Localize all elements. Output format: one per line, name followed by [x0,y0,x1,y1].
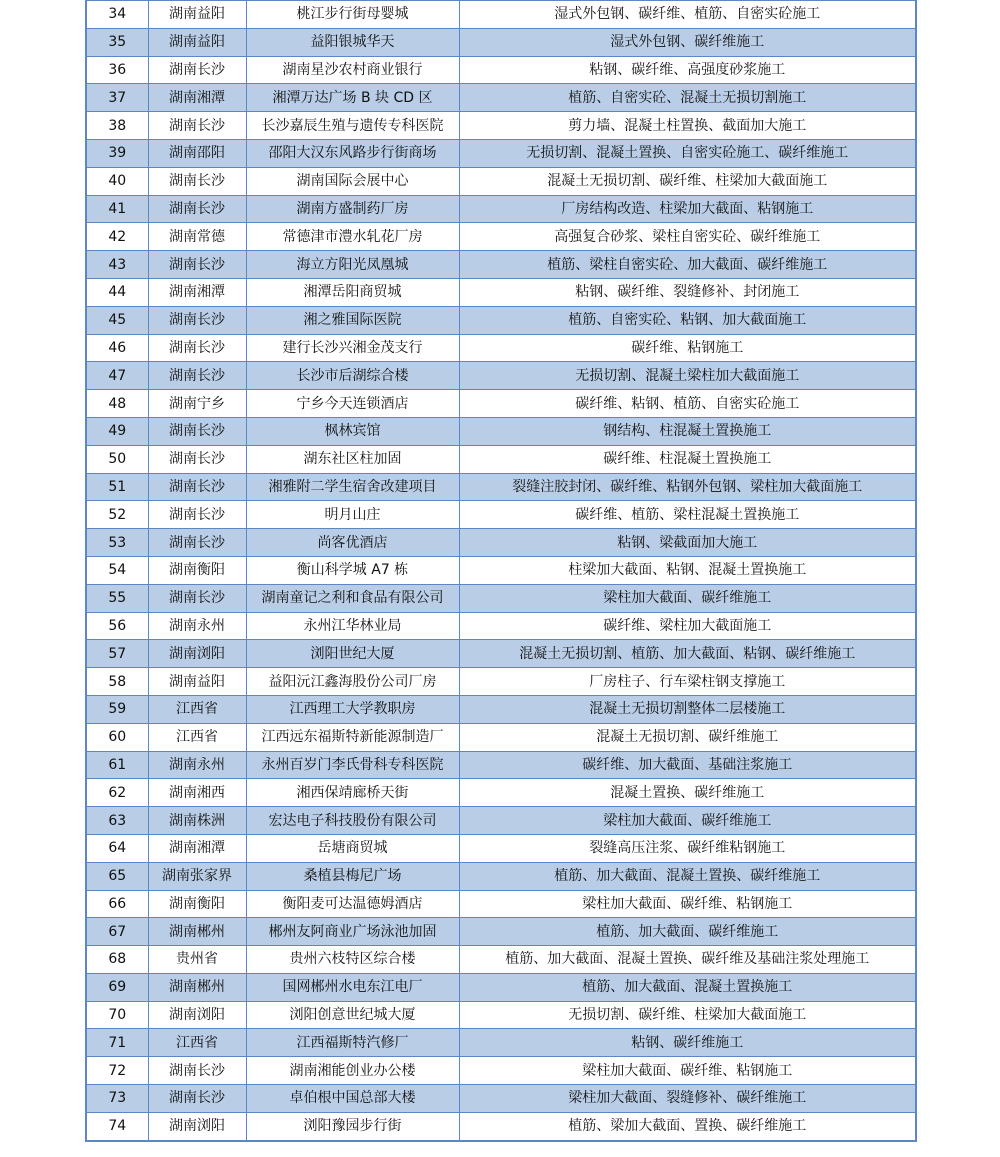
row-construction-work: 混凝土无损切割、植筋、加大截面、粘钢、碳纤维施工 [459,640,916,668]
row-number: 69 [86,973,148,1001]
row-construction-work: 梁柱加大截面、碳纤维施工 [459,584,916,612]
row-region: 湖南长沙 [148,584,246,612]
row-construction-work: 混凝土无损切割、碳纤维、柱梁加大截面施工 [459,167,916,195]
row-number: 71 [86,1029,148,1057]
row-region: 湖南浏阳 [148,1001,246,1029]
row-construction-work: 厂房结构改造、柱梁加大截面、粘钢施工 [459,195,916,223]
row-number: 38 [86,112,148,140]
row-region: 湖南长沙 [148,195,246,223]
row-project-name: 湖南方盛制药厂房 [246,195,459,223]
project-table-body [86,1,916,1141]
row-project-name: 湘潭万达广场 B 块 CD 区 [246,84,459,112]
row-project-name: 桑植县梅尼广场 [246,862,459,890]
row-construction-work: 碳纤维、梁柱加大截面施工 [459,612,916,640]
table-row [86,195,916,223]
table-row [86,1085,916,1113]
row-number: 39 [86,139,148,167]
row-construction-work: 混凝土无损切割整体二层楼施工 [459,695,916,723]
row-construction-work: 梁柱加大截面、碳纤维、粘钢施工 [459,890,916,918]
row-construction-work: 梁柱加大截面、碳纤维施工 [459,807,916,835]
row-number: 72 [86,1057,148,1085]
row-construction-work: 裂缝高压注浆、碳纤维粘钢施工 [459,834,916,862]
row-project-name: 常德津市澧水轧花厂房 [246,223,459,251]
row-number: 64 [86,834,148,862]
table-row [86,529,916,557]
table-row [86,862,916,890]
row-number: 52 [86,501,148,529]
row-construction-work: 剪力墙、混凝土柱置换、截面加大施工 [459,112,916,140]
row-region: 湖南浏阳 [148,640,246,668]
row-construction-work: 植筋、自密实砼、粘钢、加大截面施工 [459,306,916,334]
row-construction-work: 碳纤维、粘钢施工 [459,334,916,362]
table-row [86,807,916,835]
table-row [86,918,916,946]
row-number: 63 [86,807,148,835]
row-number: 60 [86,723,148,751]
row-project-name: 衡山科学城 A7 栋 [246,556,459,584]
row-construction-work: 粘钢、梁截面加大施工 [459,529,916,557]
row-project-name: 卓伯根中国总部大楼 [246,1085,459,1113]
row-region: 湖南长沙 [148,362,246,390]
row-construction-work: 植筋、梁柱自密实砼、加大截面、碳纤维施工 [459,251,916,279]
row-number: 37 [86,84,148,112]
row-construction-work: 梁柱加大截面、碳纤维、粘钢施工 [459,1057,916,1085]
row-region: 江西省 [148,695,246,723]
row-region: 湖南益阳 [148,1,246,29]
row-region: 湖南长沙 [148,251,246,279]
row-project-name: 湖南国际会展中心 [246,167,459,195]
row-construction-work: 柱梁加大截面、粘钢、混凝土置换施工 [459,556,916,584]
row-number: 45 [86,306,148,334]
row-region: 湖南永州 [148,751,246,779]
row-region: 湖南长沙 [148,1057,246,1085]
row-number: 54 [86,556,148,584]
row-construction-work: 厂房柱子、行车梁柱钢支撑施工 [459,668,916,696]
row-region: 湖南张家界 [148,862,246,890]
row-project-name: 海立方阳光凤凰城 [246,251,459,279]
table-row [86,668,916,696]
table-row [86,1,916,29]
row-region: 湖南长沙 [148,529,246,557]
row-number: 62 [86,779,148,807]
row-region: 江西省 [148,1029,246,1057]
table-row [86,251,916,279]
table-row [86,779,916,807]
row-number: 65 [86,862,148,890]
row-number: 35 [86,28,148,56]
row-construction-work: 混凝土置换、碳纤维施工 [459,779,916,807]
row-construction-work: 梁柱加大截面、裂缝修补、碳纤维施工 [459,1085,916,1113]
project-table-container [85,0,915,1142]
row-construction-work: 高强复合砂浆、梁柱自密实砼、碳纤维施工 [459,223,916,251]
table-row [86,306,916,334]
row-project-name: 衡阳麦可达温德姆酒店 [246,890,459,918]
row-project-name: 江西福斯特汽修厂 [246,1029,459,1057]
table-row [86,473,916,501]
row-number: 73 [86,1085,148,1113]
table-row [86,390,916,418]
row-construction-work: 湿式外包钢、碳纤维、植筋、自密实砼施工 [459,1,916,29]
row-project-name: 邵阳大汉东风路步行街商场 [246,139,459,167]
row-region: 湖南益阳 [148,28,246,56]
row-region: 湖南长沙 [148,167,246,195]
table-row [86,28,916,56]
row-number: 53 [86,529,148,557]
table-row [86,973,916,1001]
row-number: 56 [86,612,148,640]
row-region: 湖南长沙 [148,417,246,445]
row-project-name: 浏阳豫园步行街 [246,1112,459,1140]
table-row [86,278,916,306]
row-region: 湖南长沙 [148,473,246,501]
row-project-name: 长沙嘉辰生殖与遗传专科医院 [246,112,459,140]
row-construction-work: 粘钢、碳纤维施工 [459,1029,916,1057]
table-row [86,723,916,751]
row-project-name: 宁乡今天连锁酒店 [246,390,459,418]
row-region: 湖南益阳 [148,668,246,696]
table-row [86,584,916,612]
row-project-name: 浏阳世纪大厦 [246,640,459,668]
row-region: 湖南长沙 [148,445,246,473]
row-region: 湖南永州 [148,612,246,640]
row-construction-work: 湿式外包钢、碳纤维施工 [459,28,916,56]
row-number: 42 [86,223,148,251]
row-construction-work: 粘钢、碳纤维、高强度砂浆施工 [459,56,916,84]
row-region: 湖南长沙 [148,334,246,362]
table-row [86,56,916,84]
row-region: 湖南邵阳 [148,139,246,167]
row-construction-work: 无损切割、碳纤维、柱梁加大截面施工 [459,1001,916,1029]
row-construction-work: 植筋、加大截面、混凝土置换、碳纤维及基础注浆处理施工 [459,946,916,974]
row-number: 47 [86,362,148,390]
table-row [86,612,916,640]
row-number: 46 [86,334,148,362]
row-number: 51 [86,473,148,501]
row-construction-work: 钢结构、柱混凝土置换施工 [459,417,916,445]
row-number: 43 [86,251,148,279]
row-construction-work: 裂缝注胶封闭、碳纤维、粘钢外包钢、梁柱加大截面施工 [459,473,916,501]
table-row [86,334,916,362]
row-number: 57 [86,640,148,668]
row-region: 湖南宁乡 [148,390,246,418]
table-row [86,1112,916,1140]
row-number: 67 [86,918,148,946]
row-project-name: 枫林宾馆 [246,417,459,445]
row-number: 41 [86,195,148,223]
row-region: 湖南衡阳 [148,890,246,918]
row-region: 湖南常德 [148,223,246,251]
row-project-name: 尚客优酒店 [246,529,459,557]
row-construction-work: 植筋、加大截面、碳纤维施工 [459,918,916,946]
row-construction-work: 植筋、自密实砼、混凝土无损切割施工 [459,84,916,112]
row-project-name: 贵州六枝特区综合楼 [246,946,459,974]
row-number: 40 [86,167,148,195]
row-number: 59 [86,695,148,723]
row-region: 湖南郴州 [148,973,246,1001]
row-region: 湖南长沙 [148,112,246,140]
row-project-name: 岳塘商贸城 [246,834,459,862]
row-number: 49 [86,417,148,445]
row-number: 68 [86,946,148,974]
row-number: 66 [86,890,148,918]
row-region: 湖南长沙 [148,56,246,84]
row-project-name: 永州百岁门李氏骨科专科医院 [246,751,459,779]
table-row [86,167,916,195]
row-project-name: 长沙市后湖综合楼 [246,362,459,390]
table-row [86,417,916,445]
table-row [86,1029,916,1057]
row-construction-work: 碳纤维、柱混凝土置换施工 [459,445,916,473]
row-region: 湖南湘潭 [148,834,246,862]
row-region: 湖南衡阳 [148,556,246,584]
row-project-name: 桃江步行街母婴城 [246,1,459,29]
table-row [86,112,916,140]
row-project-name: 建行长沙兴湘金茂支行 [246,334,459,362]
row-construction-work: 碳纤维、粘钢、植筋、自密实砼施工 [459,390,916,418]
table-row [86,695,916,723]
row-construction-work: 植筋、梁加大截面、置换、碳纤维施工 [459,1112,916,1140]
row-project-name: 宏达电子科技股份有限公司 [246,807,459,835]
table-row [86,640,916,668]
row-region: 湖南长沙 [148,1085,246,1113]
row-project-name: 湖东社区柱加固 [246,445,459,473]
project-table [85,0,917,1142]
row-project-name: 益阳银城华天 [246,28,459,56]
row-construction-work: 碳纤维、植筋、梁柱混凝土置换施工 [459,501,916,529]
row-number: 61 [86,751,148,779]
row-project-name: 湘潭岳阳商贸城 [246,278,459,306]
row-project-name: 湘西保靖廊桥天街 [246,779,459,807]
table-row [86,946,916,974]
row-construction-work: 粘钢、碳纤维、裂缝修补、封闭施工 [459,278,916,306]
row-region: 湖南郴州 [148,918,246,946]
row-region: 湖南湘潭 [148,278,246,306]
table-row [86,445,916,473]
row-region: 湖南湘西 [148,779,246,807]
row-construction-work: 碳纤维、加大截面、基础注浆施工 [459,751,916,779]
row-region: 湖南浏阳 [148,1112,246,1140]
row-construction-work: 无损切割、混凝土梁柱加大截面施工 [459,362,916,390]
table-row [86,362,916,390]
row-project-name: 郴州友阿商业广场泳池加固 [246,918,459,946]
row-project-name: 益阳沅江鑫海股份公司厂房 [246,668,459,696]
row-number: 58 [86,668,148,696]
row-project-name: 国网郴州水电东江电厂 [246,973,459,1001]
table-row [86,751,916,779]
table-row [86,223,916,251]
row-number: 70 [86,1001,148,1029]
row-region: 湖南长沙 [148,306,246,334]
row-region: 湖南湘潭 [148,84,246,112]
row-project-name: 湘雅附二学生宿舍改建项目 [246,473,459,501]
table-row [86,84,916,112]
row-number: 74 [86,1112,148,1140]
row-number: 44 [86,278,148,306]
row-construction-work: 混凝土无损切割、碳纤维施工 [459,723,916,751]
row-construction-work: 植筋、加大截面、混凝土置换、碳纤维施工 [459,862,916,890]
row-project-name: 江西远东福斯特新能源制造厂 [246,723,459,751]
row-region: 湖南长沙 [148,501,246,529]
row-number: 50 [86,445,148,473]
table-row [86,501,916,529]
table-row [86,139,916,167]
table-row [86,890,916,918]
table-row [86,834,916,862]
row-number: 34 [86,1,148,29]
row-number: 36 [86,56,148,84]
row-project-name: 湖南星沙农村商业银行 [246,56,459,84]
table-row [86,556,916,584]
row-construction-work: 植筋、加大截面、混凝土置换施工 [459,973,916,1001]
row-region: 江西省 [148,723,246,751]
row-project-name: 浏阳创意世纪城大厦 [246,1001,459,1029]
row-number: 48 [86,390,148,418]
table-row [86,1001,916,1029]
row-project-name: 江西理工大学教职房 [246,695,459,723]
row-project-name: 湖南湘能创业办公楼 [246,1057,459,1085]
table-row [86,1057,916,1085]
row-project-name: 明月山庄 [246,501,459,529]
row-project-name: 永州江华林业局 [246,612,459,640]
row-project-name: 湘之雅国际医院 [246,306,459,334]
row-region: 贵州省 [148,946,246,974]
row-number: 55 [86,584,148,612]
row-region: 湖南株洲 [148,807,246,835]
row-project-name: 湖南童记之利和食品有限公司 [246,584,459,612]
row-construction-work: 无损切割、混凝土置换、自密实砼施工、碳纤维施工 [459,139,916,167]
